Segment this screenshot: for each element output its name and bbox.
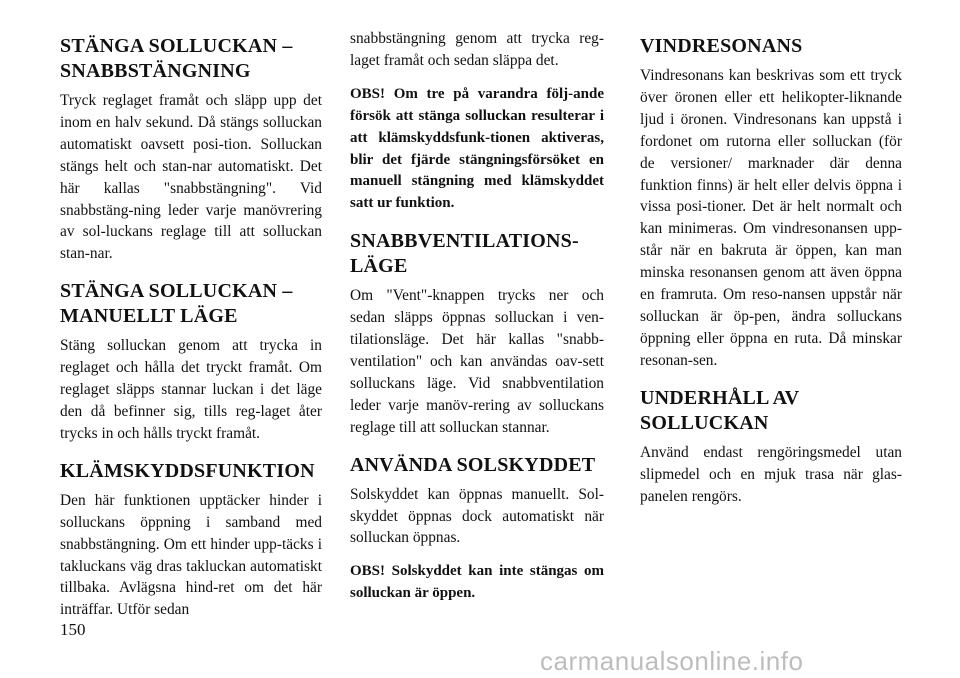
note-text: OBS! Solskyddet kan inte stängas om solluckan är öppen. xyxy=(350,563,604,602)
page-number: 150 xyxy=(60,620,86,639)
column-2 xyxy=(350,28,604,619)
section-sunshade xyxy=(350,453,604,606)
section-heading: ANVÄNDA SOLSKYDDET xyxy=(350,453,596,476)
section-body: Solskyddet kan öppnas manuellt. Sol-skyddet öppnas dock automatiskt när solluckan öppnas. xyxy=(350,485,604,547)
section-body: Tryck reglaget framåt och släpp upp det inom en halv sekund. Då stängs solluckan automatiskt oavsett posi-tion. Solluckan stängs helt och stan-nar automatiskt. Det här kallas "snabbstängning". Vid snabbstäng-ning leder varje manövrering av sol-luckans reglage till att solluckan stan-nar. xyxy=(60,92,322,263)
section-heading: STÄNGA SOLLUCKAN – SNABBSTÄNGNING xyxy=(60,35,293,82)
section-heading: SNABBVENTILATIONS-LÄGE xyxy=(350,230,579,278)
section-heading: STÄNGA SOLLUCKAN – MANUELLT LÄGE xyxy=(60,280,293,328)
section-continuation xyxy=(350,28,604,215)
column-1 xyxy=(60,34,322,635)
section-vent-mode xyxy=(350,229,604,438)
watermark: carmanualsonline.info xyxy=(540,646,804,676)
section-close-sunroof-express xyxy=(60,34,322,265)
section-body: Om "Vent"-knappen trycks ner och sedan släpps öppnas solluckan i ven-tilationsläge. Det här kallas "snabb-ventilation" och kan användas oav-sett solluckans läge. Vid snabbventilation leder varje manöv-rering av solluckans reglage till att solluckan stannar. xyxy=(350,287,604,436)
section-heading: KLÄMSKYDDSFUNKTION xyxy=(60,459,315,482)
section-body: Använd endast rengöringsmedel utan slipmedel och en mjuk trasa när glas-panelen rengörs. xyxy=(640,443,902,505)
section-pinch-protection xyxy=(60,459,322,621)
section-body: Den här funktionen upptäcker hinder i solluckans öppning i samband med snabbstängning. Om ett hinder upp-täcks i takluckans väg dras takluckan automatiskt tillbaka. Avlägsna hind-ret om det här inträffar. Utför sedan xyxy=(60,491,322,619)
column-3 xyxy=(640,34,902,521)
section-body: Stäng solluckan genom att trycka in reglaget och hålla det tryckt framåt. Om reglaget släpps stannar luckan i det läge den då befinner sig, tills reg-laget åter trycks in och hålls tryckt framåt. xyxy=(60,337,322,442)
section-sunroof-maintenance xyxy=(640,386,902,508)
section-heading: VINDRESONANS xyxy=(640,35,803,57)
section-heading: UNDERHÅLL AV SOLLUCKAN xyxy=(640,386,799,434)
section-body: Vindresonans kan beskrivas som ett tryck över öronen eller ett helikopter-liknande ljud i öronen. Vindresonans kan uppstå i fordonet om rutorna eller solluckan (för de versioner/ marknader där denna funktion finns) är helt eller delvis öppna i vissa posi-tioner. Det är helt normalt och kan minimeras. Om vindresonansen upp-står när en bakruta är öppen, kan man minska resonansen genom att även öppna en framruta. Om reso-nansen uppstår när solluckan är öp-pen, ändra solluckans öppning eller öppna en ruta. Då minskar resonan-sen. xyxy=(640,67,902,369)
continued-text: snabbstängning genom att trycka reg-laget framåt och sedan släppa det. xyxy=(350,30,604,69)
note-text: OBS! Om tre på varandra följ-ande försök att stänga solluckan resulterar i att klämskyddsfunk-tionen aktiveras, blir det fjärde stängningsförsöket en manuell stängning med klämskyddet satt ur funktion. xyxy=(350,85,604,212)
section-close-sunroof-manual xyxy=(60,279,322,445)
section-wind-buffeting xyxy=(640,34,902,372)
